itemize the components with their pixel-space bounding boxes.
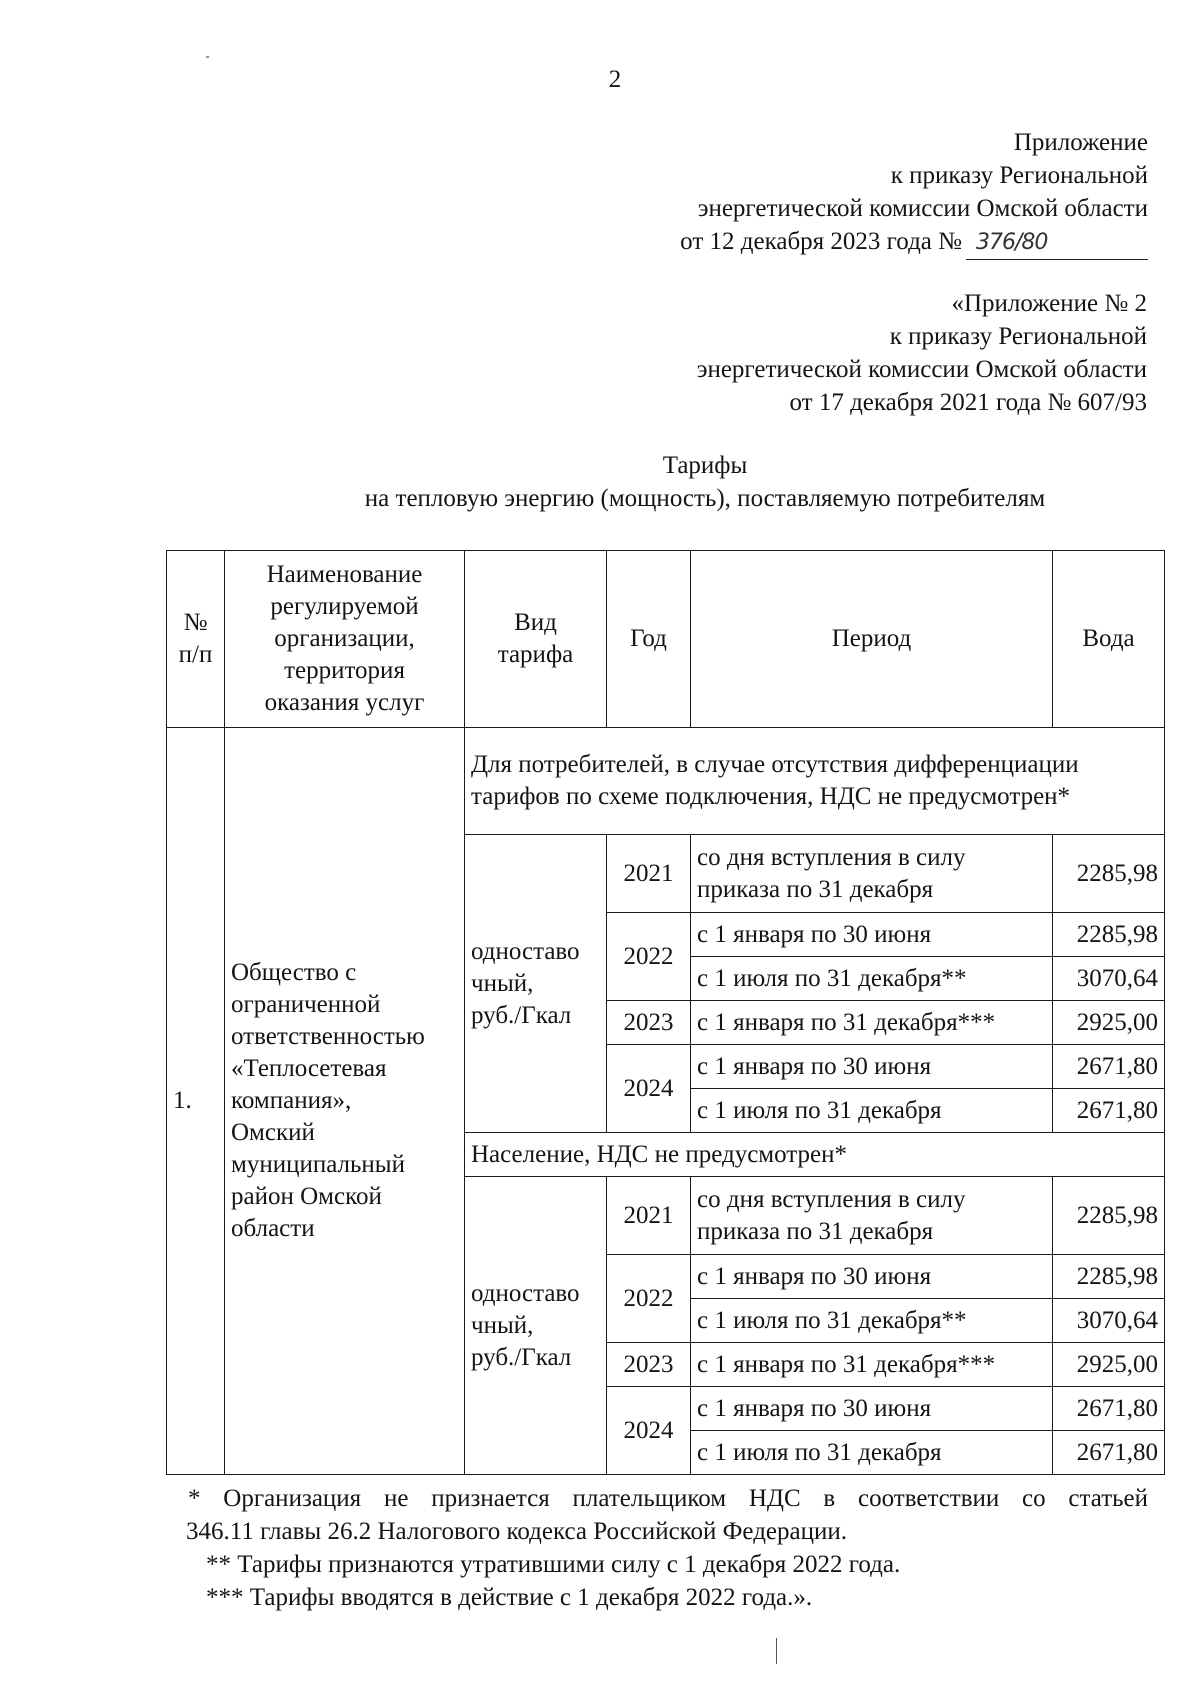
page-number: 2 — [608, 66, 622, 93]
table-row — [167, 728, 1165, 835]
appendix-current-order — [680, 126, 1148, 260]
footnote-2: ** Тарифы признаются утратившими силу с 1 декабря 2022 года. — [206, 1551, 901, 1578]
document-subtitle: на тепловую энергию (мощность), поставляемую потребителям — [364, 485, 1046, 512]
appendix-previous-order — [697, 287, 1147, 419]
header-period: Период — [691, 551, 1053, 728]
order-number-field — [966, 225, 1148, 260]
period-cell: с 1 июля по 31 декабря — [691, 1089, 1053, 1133]
tariff-type-cell: одноставо чный, руб./Гкал — [465, 835, 607, 1133]
year-cell: 2022 — [607, 913, 691, 1001]
organization-cell: Общество с ограниченной ответственностью «Теплосетевая компания», Омский муниципальный район Омской области — [225, 728, 465, 1475]
year-cell: 2024 — [607, 1387, 691, 1475]
value-cell: 2671,80 — [1053, 1089, 1165, 1133]
margin-speck — [206, 56, 209, 58]
header-year: Год — [607, 551, 691, 728]
footnotes — [188, 1482, 1148, 1614]
year-cell: 2023 — [607, 1343, 691, 1387]
year-cell: 2021 — [607, 835, 691, 913]
header-num: № п/п — [167, 551, 225, 728]
header-value: Вода — [1053, 551, 1165, 728]
appendix-line: энергетической комиссии Омской области — [696, 356, 1147, 383]
tariff-table — [166, 550, 1165, 1475]
footnote-3: *** Тарифы вводятся в действие с 1 декабря 2022 года.». — [206, 1584, 813, 1611]
appendix-line: энергетической комиссии Омской области — [697, 195, 1148, 222]
group-title-cell: Население, НДС не предусмотрен* — [465, 1133, 1165, 1177]
table-header-row — [167, 551, 1165, 728]
row-number: 1. — [173, 1087, 192, 1114]
value-cell: 2671,80 — [1053, 1045, 1165, 1089]
period-cell: с 1 января по 30 июня — [691, 1045, 1053, 1089]
value-cell: 2671,80 — [1053, 1387, 1165, 1431]
period-cell: со дня вступления в силу приказа по 31 декабря — [691, 835, 1053, 913]
value-cell: 2671,80 — [1053, 1431, 1165, 1475]
value-cell: 2285,98 — [1053, 913, 1165, 957]
appendix-line: «Приложение № 2 — [951, 290, 1147, 317]
appendix-line: от 17 декабря 2021 года № 607/93 — [789, 389, 1147, 416]
scan-mark — [776, 1638, 777, 1664]
row-number-cell — [167, 728, 225, 1475]
appendix-date-text: от 12 декабря 2023 года № — [680, 228, 962, 255]
tariff-type-cell: одноставо чный, руб./Гкал — [465, 1177, 607, 1475]
period-cell: со дня вступления в силу приказа по 31 декабря — [691, 1177, 1053, 1255]
year-cell: 2021 — [607, 1177, 691, 1255]
value-cell: 2285,98 — [1053, 835, 1165, 913]
appendix-line: к приказу Региональной — [890, 162, 1148, 189]
year-cell: 2024 — [607, 1045, 691, 1133]
group-title-cell: Для потребителей, в случае отсутствия дифференциации тарифов по схеме подключения, НДС не предусмотрен* — [465, 728, 1165, 835]
period-cell: с 1 января по 31 декабря*** — [691, 1343, 1053, 1387]
period-cell: с 1 января по 30 июня — [691, 1387, 1053, 1431]
value-cell: 2285,98 — [1053, 1177, 1165, 1255]
period-cell: с 1 января по 31 декабря*** — [691, 1001, 1053, 1045]
footnote-1-line-1: * Организация не признается плательщиком НДС в соответствии со статьей — [188, 1485, 1148, 1512]
value-cell: 3070,64 — [1053, 957, 1165, 1001]
value-cell: 3070,64 — [1053, 1299, 1165, 1343]
document-title: Тарифы — [662, 452, 748, 479]
period-cell: с 1 января по 30 июня — [691, 913, 1053, 957]
header-tariff-type: Вид тарифа — [465, 551, 607, 728]
period-cell: с 1 января по 30 июня — [691, 1255, 1053, 1299]
period-cell: с 1 июля по 31 декабря** — [691, 1299, 1053, 1343]
appendix-line: к приказу Региональной — [889, 323, 1147, 350]
year-cell: 2023 — [607, 1001, 691, 1045]
period-cell: с 1 июля по 31 декабря** — [691, 957, 1053, 1001]
header-organization: Наименование регулируемой организации, территория оказания услуг — [225, 551, 465, 728]
year-cell: 2022 — [607, 1255, 691, 1343]
value-cell: 2925,00 — [1053, 1343, 1165, 1387]
value-cell: 2285,98 — [1053, 1255, 1165, 1299]
appendix-date-line — [680, 225, 1148, 260]
handwritten-order-number: 376/80 — [976, 230, 1048, 255]
period-cell: с 1 июля по 31 декабря — [691, 1431, 1053, 1475]
value-cell: 2925,00 — [1053, 1001, 1165, 1045]
footnote-1-line-2: 346.11 главы 26.2 Налогового кодекса Российской Федерации. — [186, 1518, 847, 1545]
appendix-line: Приложение — [1013, 129, 1148, 156]
